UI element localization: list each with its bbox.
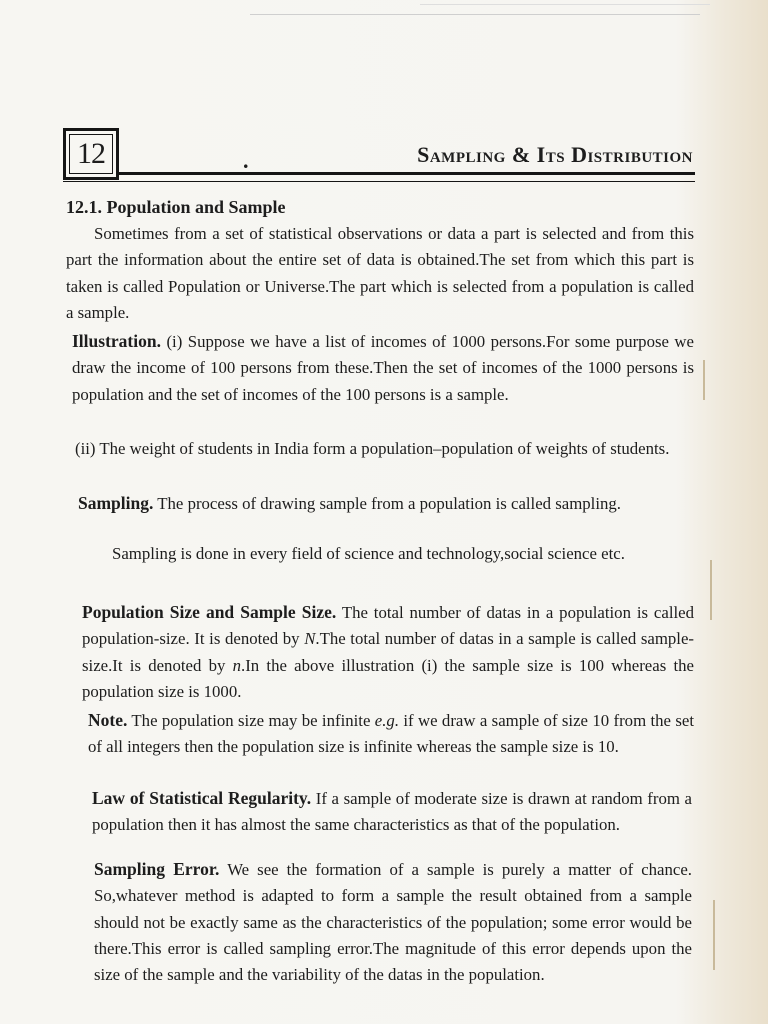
note-eg: e.g.	[374, 711, 400, 730]
intro-text: Sometimes from a set of statistical observations or data a part is selected and from this part the information about the entire set of data is obtained.The set from which this part is taken is called Population or Universe.The part which is selected from a population is called a sample.	[66, 224, 694, 322]
chapter-header	[63, 128, 695, 184]
law-text: If a sample of moderate size is drawn at random from a population then it has almost the same characteristics as that of the population.	[92, 789, 692, 835]
scan-line	[250, 14, 700, 15]
page-edge-mark	[710, 560, 712, 620]
scan-line	[420, 4, 710, 5]
illustration-part2-text: (ii) The weight of students in India form a population–population of weights of students.	[75, 439, 670, 458]
population-size-paragraph	[82, 599, 694, 705]
sampling-label: Sampling.	[78, 493, 154, 513]
note-label: Note.	[88, 710, 128, 730]
population-size-label: Population Size and Sample Size.	[82, 602, 337, 622]
chapter-number-box	[63, 128, 119, 180]
note-text: The population size may be infinite	[131, 711, 371, 730]
chapter-title: Sampling & Its Distribution	[417, 142, 693, 167]
symbol-N: N	[304, 629, 316, 649]
page-edge-mark	[703, 360, 705, 400]
illustration-paragraph	[72, 328, 694, 408]
illustration-text: (i) Suppose we have a list of incomes of 1000 persons.For some purpose we draw the income of 100 persons from these.Then the set of incomes of the 1000 persons is population and the set of incomes of the 100 persons is a sample.	[72, 332, 694, 404]
sampling-error-text: We see the formation of a sample is purely a matter of chance. So,whatever method is adapted to form a sample the result obtained from a sample should not be exactly same as the characteristics of the population; some error would be there.This error is called sampling error.The magnitude of this error depends upon the size of the sample and the variability of the datas in the population.	[94, 860, 692, 985]
note-text: if we draw a sample of size 10 from the set of all integers then the population size is infinite whereas the sample size is 10.	[88, 711, 694, 757]
section-heading: 12.1. Population and Sample	[66, 197, 286, 217]
population-size-text: .The total number of datas in a sample is called sample-size.It is denoted by	[82, 629, 694, 675]
sampling-paragraph	[78, 490, 694, 517]
header-rule	[63, 181, 695, 182]
law-label: Law of Statistical Regularity.	[92, 788, 312, 808]
sampling-extra-text: Sampling is done in every field of science and technology,social science etc.	[112, 544, 625, 563]
note-paragraph	[88, 707, 694, 761]
law-paragraph	[92, 785, 692, 839]
sampling-text: The process of drawing sample from a population is called sampling.	[157, 494, 621, 513]
population-size-text: .In the above illustration (i) the sample size is 100 whereas the population size is 1000.	[82, 655, 694, 701]
population-size-text: The total number of datas in a population is called population-size. It is denoted by	[82, 603, 694, 649]
chapter-number: 12	[69, 134, 113, 174]
page-edge-mark	[713, 900, 715, 970]
illustration-part2	[75, 436, 694, 462]
sampling-extra-paragraph	[80, 541, 694, 567]
sampling-error-label: Sampling Error.	[94, 859, 220, 879]
sampling-error-paragraph	[94, 856, 692, 988]
illustration-label: Illustration.	[72, 331, 161, 351]
chapter-dot: .	[243, 148, 249, 173]
intro-paragraph	[66, 221, 694, 326]
symbol-n: n	[232, 655, 242, 675]
header-rule	[119, 172, 695, 175]
